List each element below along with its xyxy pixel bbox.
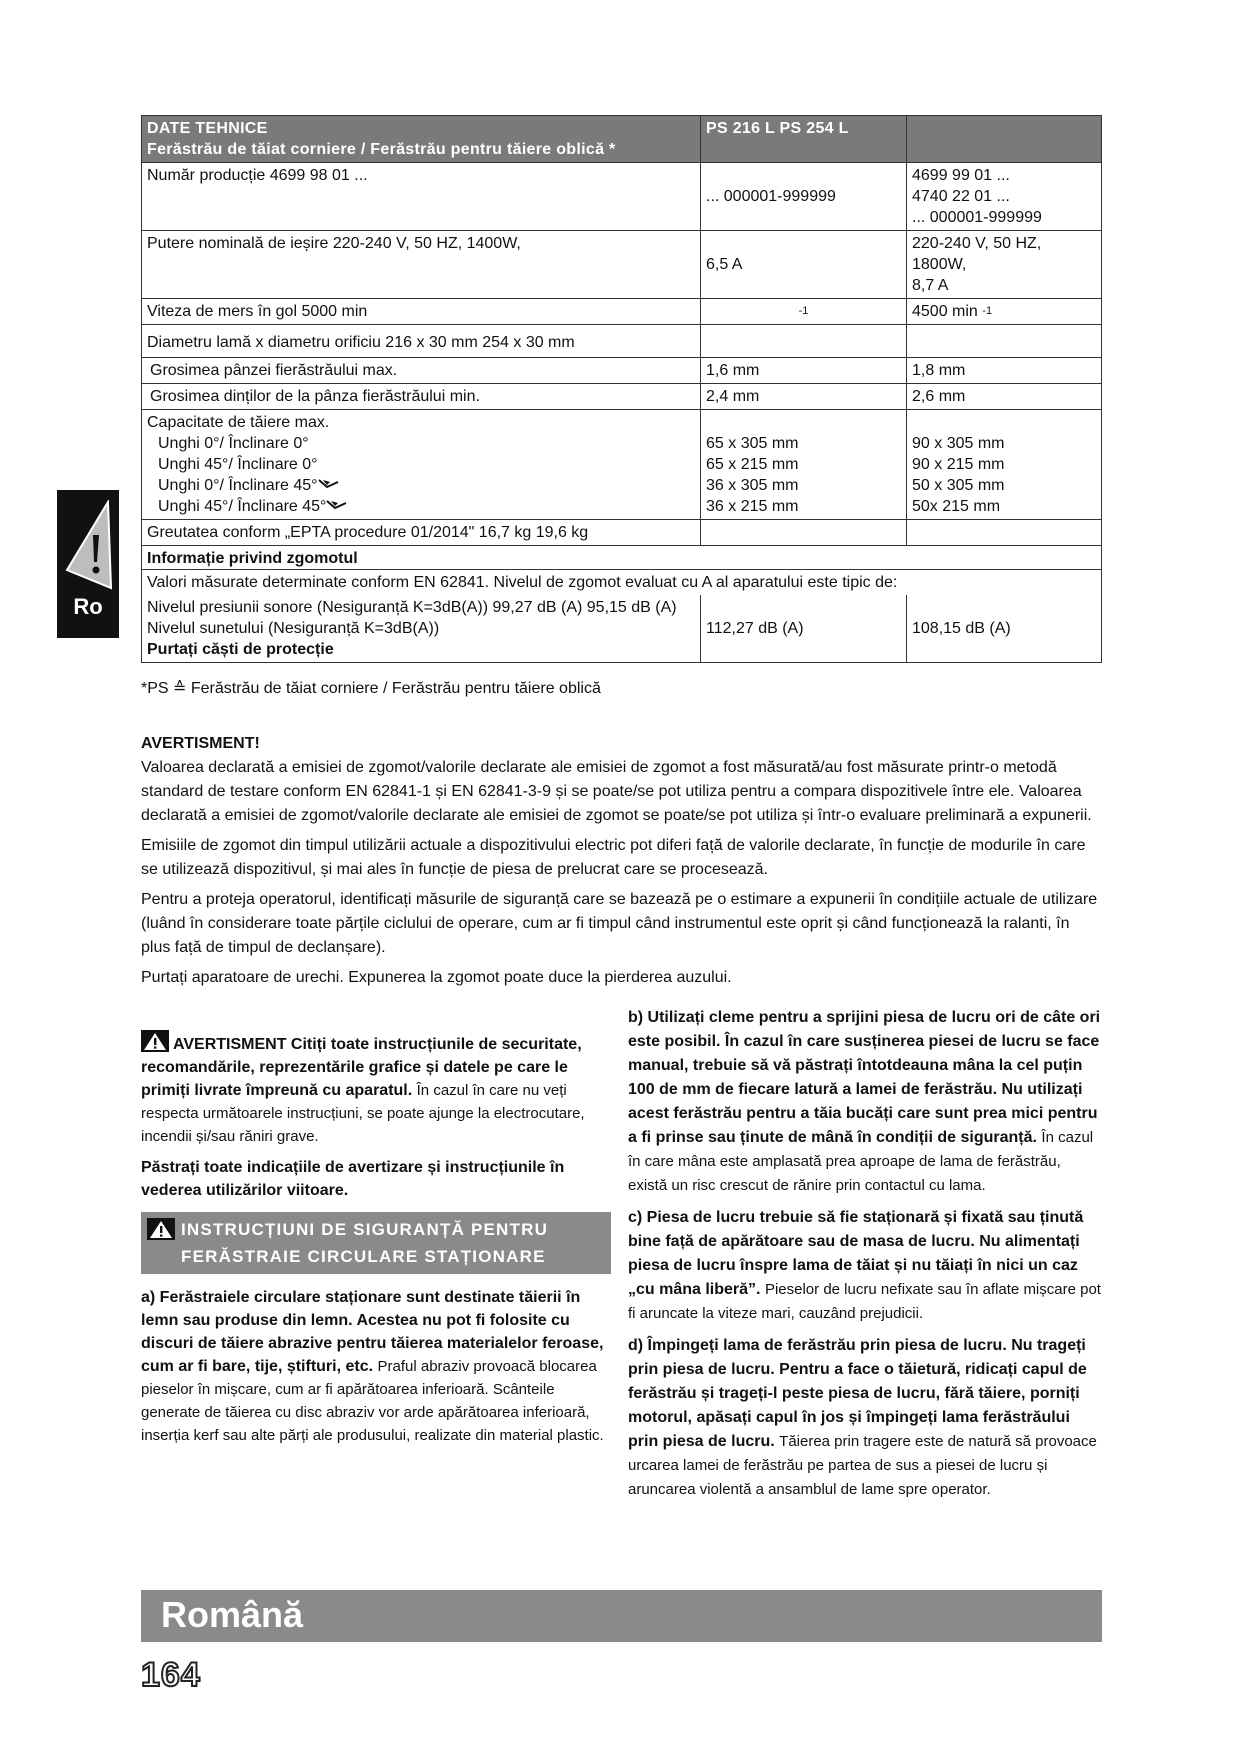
noise-desc: Valori măsurate determinate conform EN 62841. Nivelul de zgomot evaluat cu A al aparatului este tipic de: (142, 569, 1101, 593)
pressure-label: Nivelul presiunii sonore (Nesiguranță K=3dB(A)) 99,27 dB (A) 95,15 dB (A) (147, 599, 677, 616)
table-row (142, 358, 1102, 384)
capacity-item-label: Unghi 0°/ Înclinare 0° (158, 435, 309, 452)
table-row (142, 410, 1102, 520)
side-tab-label: Ro (73, 594, 103, 619)
weight-label: Greutatea conform „EPTA procedure 01/2014" 16,7 kg 19,6 kg (142, 520, 701, 546)
capacity-label: Capacitate de tăiere max. (147, 414, 330, 431)
language-name: Română (161, 1594, 304, 1635)
production-c3-1: 4699 99 01 ... (912, 167, 1010, 184)
table-header-row (142, 116, 1102, 163)
capacity-c2: 36 x 305 mm (706, 477, 799, 494)
warning-paragraph: Valoarea declarată a emisiei de zgomot/valorile declarate ale emisiei de zgomot a fost măsurată/au fost măsurate printr-o metodă standard de testare conform EN 62841-1 și EN 62841-3-9 și se poate/se pot utiliza pentru a compara dispozitivele între ele. Valoarea declarată a emisiei de zgomot/valorile declarate ale emisiei de zgomot se poate/se pot utiliza și într-o evaluare preliminară a expunerii. (141, 759, 1092, 824)
technical-data-table (141, 115, 1102, 663)
noise-title: Informație privind zgomotul (147, 550, 358, 567)
power-c2: 6,5 A (706, 256, 743, 273)
footnote: *PS ≙ Ferăstrău de tăiat corniere / Ferăstrău pentru tăiere oblică (141, 680, 601, 697)
noise-warning-section (141, 732, 1102, 996)
warning-icon (141, 1030, 169, 1052)
blade-thickness-label: Grosimea pânzei fierăstrăului max. (150, 362, 398, 379)
table-row (142, 325, 1102, 358)
production-label: Număr producție 4699 98 01 ... (142, 163, 701, 231)
header-models: PS 216 L PS 254 L (701, 116, 907, 163)
language-footer-bar (141, 1590, 1102, 1642)
table-row (142, 546, 1102, 596)
keep-instructions: Păstrați toate indicațiile de avertizare și instrucțiunile în vederea utilizărilor viitoare. (141, 1159, 565, 1199)
capacity-c3: 50 x 305 mm (912, 477, 1005, 494)
capacity-c3: 90 x 215 mm (912, 456, 1005, 473)
power-c3-1: 220-240 V, 50 HZ, 1800W, (912, 235, 1042, 273)
capacity-item-label: Unghi 45°/ Înclinare 0° (158, 456, 318, 473)
header-title-2: Ferăstrău de tăiat corniere / Ferăstrău pentru tăiere oblică * (147, 141, 616, 158)
table-row (142, 163, 1102, 231)
warning-paragraph: Emisiile de zgomot din timpul utilizării actuale a dispozitivului electric pot diferi față de valorile declarate, în funcție de modurile în care se utilizează dispozitivul, și mai ales în funcție de piesa de prelucrat care se procesează. (141, 837, 1086, 878)
instruction-a: a) Ferăstraiele circulare staționare sunt destinate tăierii în lemn sau produse din lemn. Acestea nu pot fi folosite cu discuri de tăiere abrazive pentru tăierea materialelor feroase, cum ar fi bare, tije, știfturi, etc. Praful abraziv provoacă blocarea pieselor în mișcare, cum ar fi apărătoarea inferioară. Scânteile generate de tăierea cu disc abraziv vor arde apărătoarea inferioară, inserția kerf sau alte părți ale produsului, realizate din material plastic. (141, 1289, 604, 1444)
capacity-c2: 65 x 305 mm (706, 435, 799, 452)
bevel-icon (318, 478, 340, 490)
teeth-thickness-c2: 2,4 mm (701, 384, 907, 410)
header-title-1: DATE TEHNICE (147, 120, 268, 137)
production-c3-3: ... 000001-999999 (912, 209, 1042, 226)
power-level-label: Nivelul sunetului (Nesiguranță K=3dB(A)) (147, 620, 440, 637)
warning-title: AVERTISMENT! (141, 735, 260, 752)
capacity-c3: 50x 215 mm (912, 498, 1001, 515)
diameter-label: Diametru lamă x diametru orificiu 216 x 30 mm 254 x 30 mm (142, 325, 701, 358)
capacity-c2: 65 x 215 mm (706, 456, 799, 473)
general-warning: AVERTISMENT Citiți toate instrucțiunile de securitate, recomandările, reprezentările grafice și datele pe care le primiți livrate împreună cu aparatul. În cazul în care nu veți respecta următoarele instrucțiuni, se poate ajunge la electrocutare, incendii și/sau răniri grave. (141, 1030, 611, 1148)
blade-thickness-c2: 1,6 mm (701, 358, 907, 384)
language-side-tab (57, 490, 119, 638)
header-empty (907, 116, 1102, 163)
safety-instructions-heading: INSTRUCȚIUNI DE SIGURANȚĂ PENTRU FERĂSTRAIE CIRCULARE STAȚIONARE (141, 1212, 611, 1274)
instruction-d: d) Împingeți lama de ferăstrău prin piesa de lucru. Nu trageți prin piesa de lucru. Pentru a face o tăietură, ridicați capul de ferăstrău și trageți-l peste piesa de lucru, fără tăiere, porniți motorul, apăsați capul în jos și împingeți lama ferăstrăului prin piesa de lucru. Tăierea prin tragere este de natură să provoace urcarea lamei de ferăstrău pe partea de sus a piesei de lucru și aruncarea violentă a ansamblul de lame spre operator. (628, 1337, 1097, 1498)
warning-paragraph: Pentru a proteja operatorul, identificați măsurile de siguranță care se bazează pe o estimare a expunerii în condițiile actuale de utilizare (luând în considerare toate părțile ciclului de operare, cum ar fi timpul când instrumentul este oprit și când funcționează la ralanti, în plus față de timpul de declanșare). (141, 891, 1098, 956)
power-level-c3: 108,15 dB (A) (912, 620, 1011, 637)
power-level-c2: 112,27 dB (A) (706, 620, 804, 637)
capacity-item-label: Unghi 45°/ Înclinare 45° (147, 496, 695, 517)
speed-c3-sup: -1 (982, 305, 993, 317)
speed-label: Viteza de mers în gol 5000 min (142, 299, 701, 325)
capacity-c2: 36 x 215 mm (706, 498, 799, 515)
warning-paragraph: Purtați aparatoare de urechi. Expunerea la zgomot poate duce la pierderea auzului. (141, 969, 732, 986)
right-column (628, 1006, 1102, 1510)
blade-thickness-c3: 1,8 mm (907, 358, 1102, 384)
page-number: 164 (141, 1656, 201, 1694)
table-row (142, 595, 1102, 663)
speed-c2: -1 (798, 305, 809, 317)
ear-protection: Purtați căști de protecție (147, 641, 334, 658)
left-column (141, 1030, 611, 1455)
teeth-thickness-c3: 2,6 mm (907, 384, 1102, 410)
capacity-c3: 90 x 305 mm (912, 435, 1005, 452)
table-row (142, 520, 1102, 546)
table-row (142, 231, 1102, 299)
power-label: Putere nominală de ieșire 220-240 V, 50 HZ, 1400W, (142, 231, 701, 299)
warning-triangle-icon (63, 500, 113, 590)
power-c3-2: 8,7 A (912, 277, 949, 294)
table-row (142, 384, 1102, 410)
production-c3-2: 4740 22 01 ... (912, 188, 1010, 205)
bevel-icon (326, 499, 348, 511)
warning-icon (147, 1218, 175, 1240)
instruction-b: b) Utilizați cleme pentru a sprijini piesa de lucru ori de câte ori este posibil. În cazul în care susținerea piesei de lucru se face manual, trebuie să vă păstrați întotdeauna mâna la cel puțin 100 de mm de fiecare latură a lamei de ferăstrău. Nu utilizați acest ferăstrău pentru a tăia bucăți care sunt prea mici pentru a fi prinse sau ținute de mână în condiții de siguranță. În cazul în care mâna este amplasată prea aproape de lama de ferăstrău, există un risc crescut de rănire prin contactul cu lama. (628, 1009, 1101, 1194)
table-row (142, 299, 1102, 325)
capacity-item-label: Unghi 0°/ Înclinare 45° (147, 475, 695, 496)
production-c2: ... 000001-999999 (706, 188, 836, 205)
table-header-title (142, 116, 701, 163)
teeth-thickness-label: Grosimea dinților de la pânza fierăstrăului min. (150, 388, 480, 405)
general-warning-text: În cazul în care nu veți respecta următoarele instrucțiuni, se poate ajunge la electrocutare, incendii și/sau răniri grave. (141, 1082, 585, 1145)
instruction-c: c) Piesa de lucru trebuie să fie staționară și fixată sau ținută bine față de apărătoare sau de masa de lucru. Nu alimentați piesa de lucru înspre lama de tăiat și nu tăiați în nici un caz „cu mâna liberă”. Pieselor de lucru nefixate sau în aflate mișcare pot fi aruncate la viteze mari, cauzând prejudicii. (628, 1209, 1101, 1322)
speed-c3: 4500 min (912, 303, 978, 320)
